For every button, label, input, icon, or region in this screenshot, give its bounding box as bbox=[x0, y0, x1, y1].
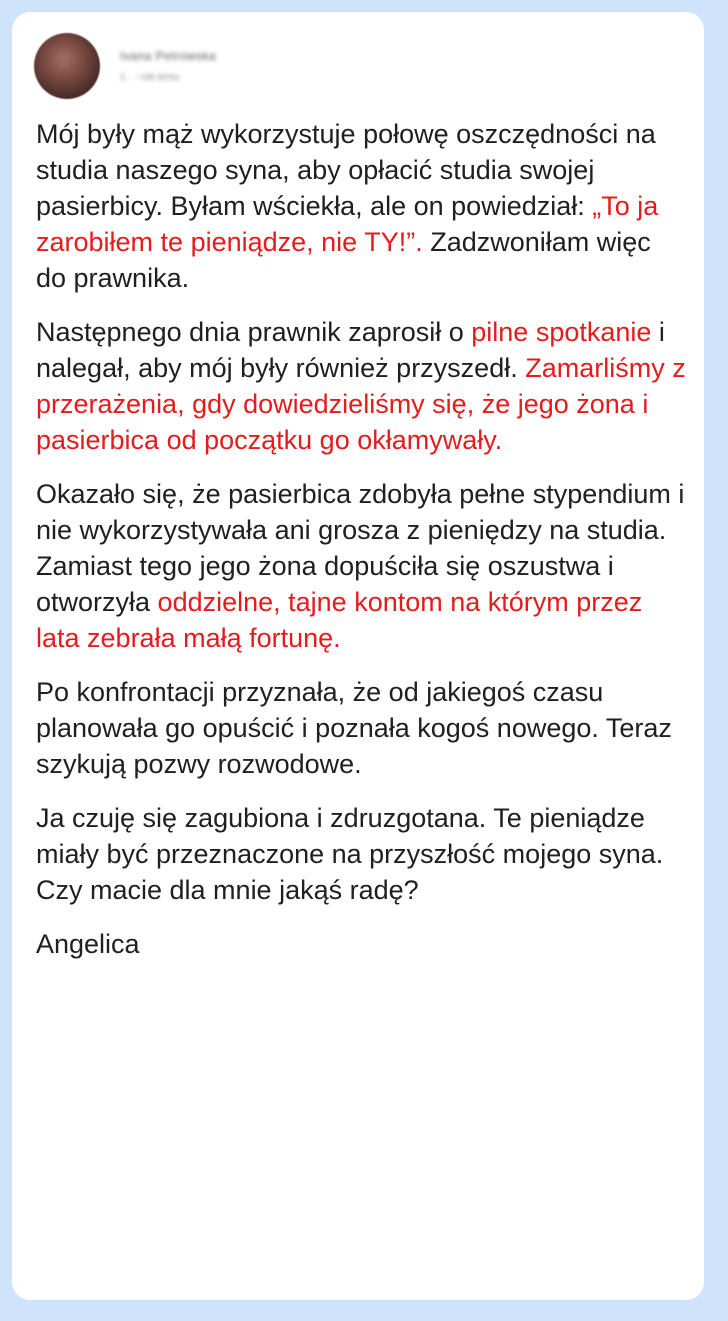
paragraph-4 bbox=[36, 674, 686, 782]
paragraph-2 bbox=[36, 314, 686, 458]
post-header bbox=[34, 32, 216, 100]
highlighted-text: Zamarliśmy z przerażenia, gdy dowiedzieliśmy się, że jego żona i pasierbica od początku go okłamywały. bbox=[36, 353, 686, 455]
highlighted-text: „To ja zarobiłem te pieniądze, nie TY!”. bbox=[36, 191, 659, 257]
text-segment: i nalegał, aby mój były również przyszedł. bbox=[36, 317, 665, 383]
post-meta: 1 · ‑ rok temu bbox=[120, 72, 180, 83]
text-segment: Mój były mąż wykorzystuje połowę oszczędności na studia naszego syna, aby opłacić studia swojej pasierbicy. Byłam wściekła, ale on powiedział: bbox=[36, 119, 656, 221]
paragraph-1 bbox=[36, 116, 686, 296]
post-card bbox=[12, 12, 704, 1300]
author-info bbox=[120, 49, 216, 83]
text-segment: Okazało się, że pasierbica zdobyła pełne stypendium i nie wykorzystywała ani grosza z pieniędzy na studia. Zamiast tego jego żona dopuściła się oszustwa i otworzyła bbox=[36, 479, 685, 617]
post-body bbox=[36, 116, 686, 980]
paragraph-3 bbox=[36, 476, 686, 656]
text-segment: Po konfrontacji przyznała, że od jakiegoś czasu planowała go opuścić i poznała kogoś nowego. Teraz szykują pozwy rozwodowe. bbox=[36, 677, 672, 779]
text-segment: Ja czuję się zagubiona i zdruzgotana. Te pieniądze miały być przeznaczone na przyszłość mojego syna. Czy macie dla mnie jakąś radę? bbox=[36, 803, 664, 905]
text-segment: Zadzwoniłam więc do prawnika. bbox=[36, 227, 651, 293]
highlighted-text: oddzielne, tajne kontom na którym przez lata zebrała małą fortunę. bbox=[36, 587, 643, 653]
paragraph-5 bbox=[36, 800, 686, 908]
highlighted-text: pilne spotkanie bbox=[471, 317, 652, 347]
avatar[interactable] bbox=[34, 33, 100, 99]
author-name[interactable]: Ivana Petrowska bbox=[120, 49, 217, 63]
text-segment: Następnego dnia prawnik zaprosił o bbox=[36, 317, 472, 347]
signature: Angelica bbox=[36, 929, 140, 959]
